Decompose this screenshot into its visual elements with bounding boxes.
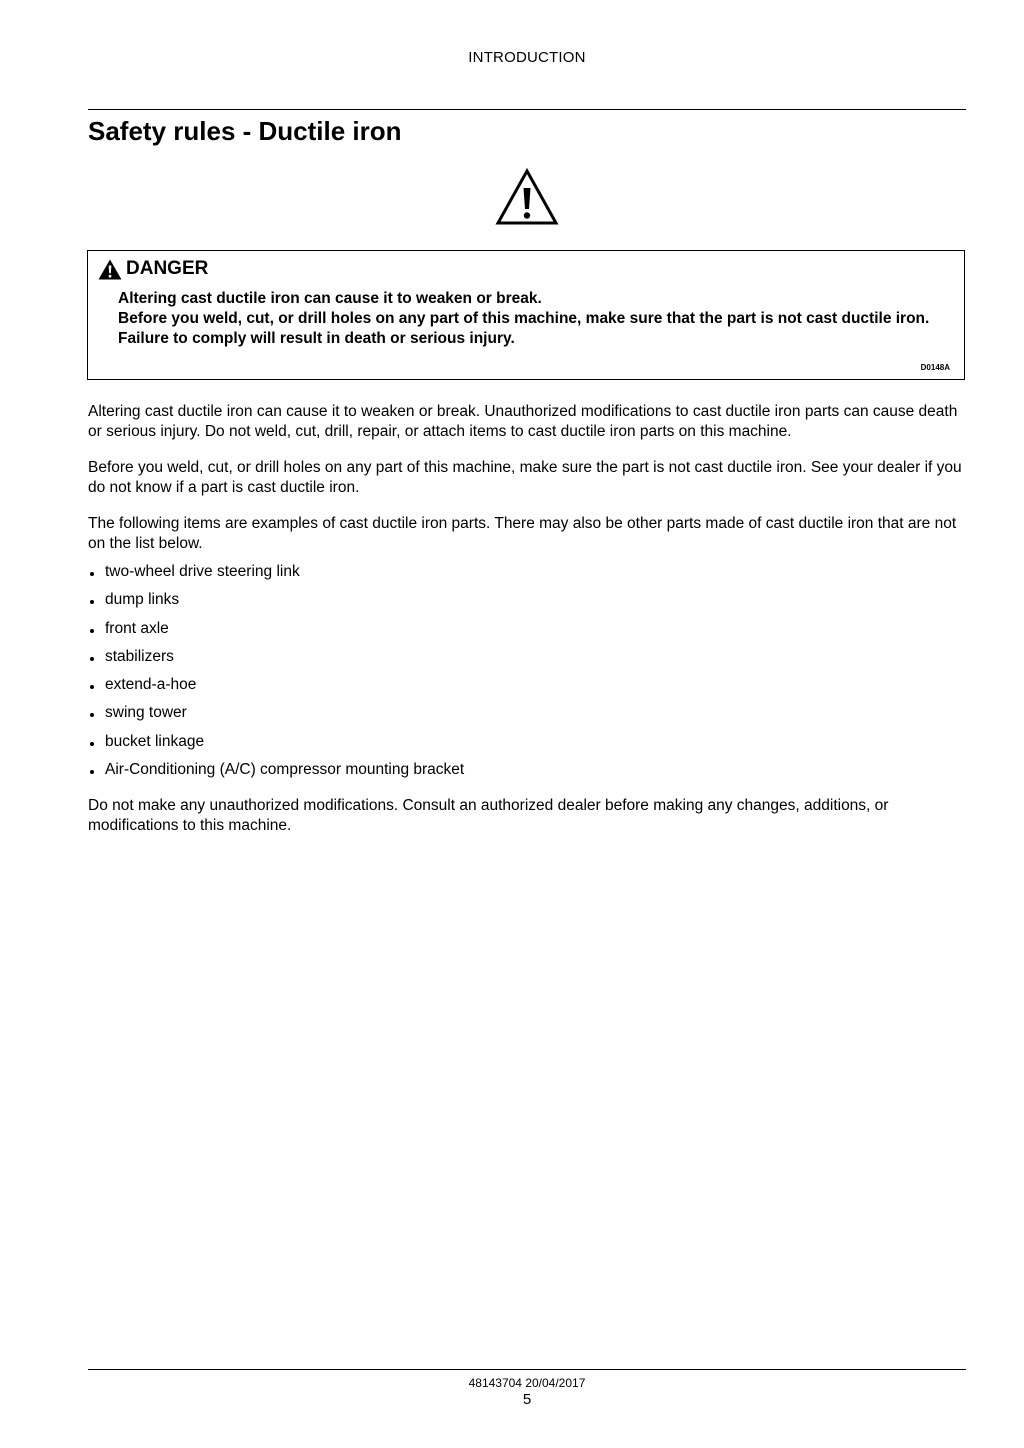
footer-reference: 48143704 20/04/2017 [468, 1376, 586, 1390]
closing-paragraph: Do not make any unauthorized modifications. Consult an authorized dealer before making any changes, additions, or modifications to this machine. [88, 797, 889, 835]
danger-safety-message [87, 250, 965, 380]
danger-message-text [118, 289, 948, 349]
ductile-iron-parts-list [88, 562, 968, 780]
list-item: stabilizers [88, 647, 968, 667]
warning-triangle-icon [495, 168, 559, 226]
list-item: dump links [88, 590, 968, 610]
paragraph: Altering cast ductile iron can cause it to weaken or break. Unauthorized modifications to cast ductile iron parts can cause death or serious injury. Do not weld, cut, drill, repair, or attach items to cast ductile iron parts on this machine. [88, 403, 958, 440]
danger-line: Before you weld, cut, or drill holes on any part of this machine, make sure that the part is not cast ductile iron. [118, 310, 930, 327]
page-title: Safety rules - Ductile iron [88, 116, 402, 146]
page-number: 5 [522, 1391, 532, 1408]
footer-rule [88, 1369, 966, 1370]
danger-line: Failure to comply will result in death or serious injury. [118, 330, 515, 347]
danger-line: Altering cast ductile iron can cause it to weaken or break. [118, 290, 542, 307]
danger-signal-word: DANGER [126, 258, 209, 279]
body-content [88, 402, 968, 852]
list-item: swing tower [88, 703, 968, 723]
list-item: two-wheel drive steering link [88, 562, 968, 582]
list-item: extend-a-hoe [88, 675, 968, 695]
running-header: INTRODUCTION [468, 49, 586, 66]
paragraph: Before you weld, cut, or drill holes on any part of this machine, make sure the part is not cast ductile iron. See your dealer if you do not know if a part is cast ductile iron. [88, 459, 962, 496]
list-item: Air-Conditioning (A/C) compressor mounting bracket [88, 760, 968, 780]
paragraph: The following items are examples of cast ductile iron parts. There may also be other parts made of cast ductile iron that are not on the list below. [88, 515, 957, 552]
header-rule [88, 109, 966, 110]
list-item: bucket linkage [88, 732, 968, 752]
list-item: front axle [88, 619, 968, 639]
danger-reference-code: D0148A [920, 363, 950, 372]
danger-header [98, 258, 208, 280]
alert-triangle-icon [98, 259, 122, 280]
